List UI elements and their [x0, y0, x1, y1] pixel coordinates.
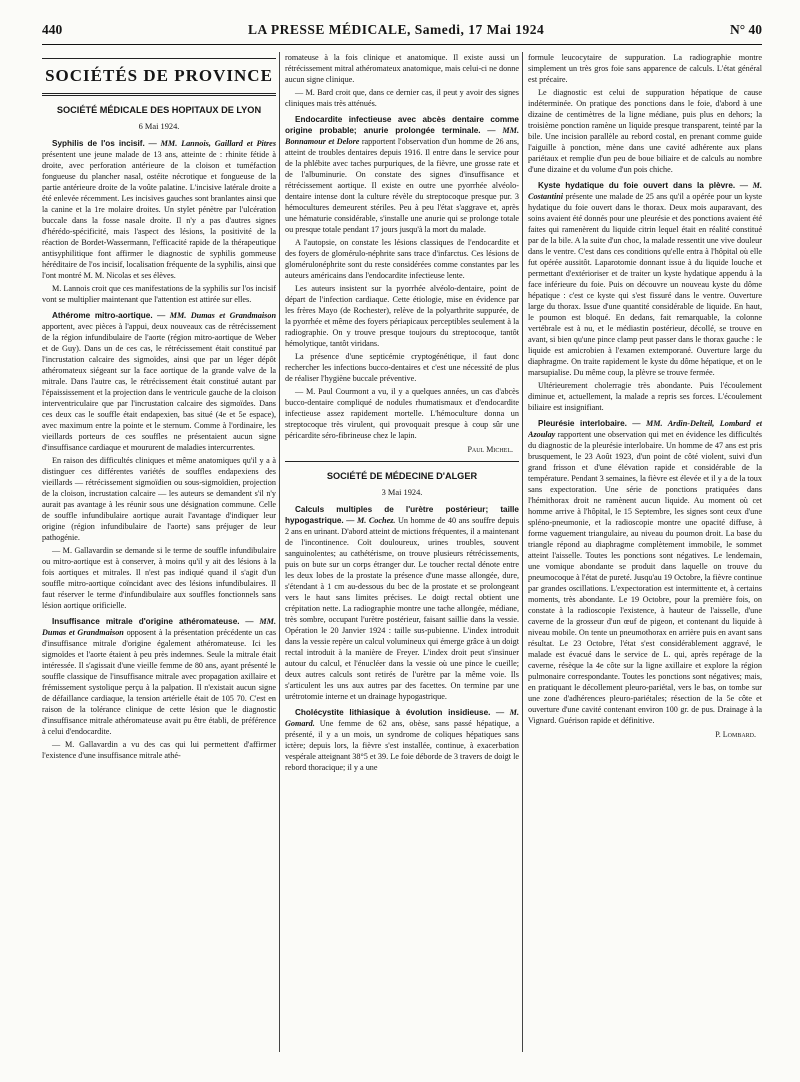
article: [42, 616, 276, 737]
article-paragraph: — M. Paul Courmont a vu, il y a quelques années, un cas d'abcès bucco-dentaire compliqué de nodules rhumatismaux et d'endocardite infectieuse assez rapidement mortelle. L'hémoculture donna un streptocoque très virulent, qui provoquait presque à coup sûr une péricardite séro-fibrineuse chez le lapin.: [285, 387, 519, 440]
article-title: Insuffisance mitrale d'origine athéromateuse.: [52, 617, 240, 626]
article-authors: — MM. Dumas et Grandmaison: [42, 617, 276, 637]
article: [285, 707, 519, 773]
article-title: Athérome mitro-aortique.: [52, 311, 153, 320]
article-title: Kyste hydatique du foie ouvert dans la plèvre.: [538, 181, 736, 190]
article-body: Un homme de 40 ans souffre depuis 2 ans en urinant. D'abord atteint de mictions fréquentes, il a maintenant de l'incontinence. Coït douloureux, urines troubles, souvent sanguinolentes; au cathétérisme, on trouve plusieurs rétrécissements, puis on bute sur un corps étranger dur. Le toucher rectal dénote entre les deux lobes de la prostate la présence d'une masse allongée, dure, s'étendant à 1 cm au-dessous du bec de la prostate et se prolongeant vers le haut sans limites précises. Le doigt rectal obtient une crépitation nette. La radiographie montre une tache allongée, médiane, très sombre, occupant l'urètre postérieur, faisant saillie dans la vessie. Opération le 20 Janvier 1924 : taille sus-pubienne. L'index introduit dans la vessie repère un calcul volumineux qui émerge grâce à un doigt rectal introduit à la manière de Freyer. L'index droit peut s'insinuer autour du calcul, et l'énucléer dans la vessie où une pince le cueille; deux autres calculs sont retirés de l'urètre par la même voie. Ils s'articulent les uns aux autres par des facettes. On termine par une urétrotomie interne et un drainage hypogastrique.: [285, 516, 519, 701]
article-authors: — M. Cochez.: [346, 516, 396, 525]
article: [42, 138, 276, 281]
article-body: Une femme de 62 ans, obèse, sans passé hépatique, a présenté, il y a un mois, un syndrome de coliques hépatiques sans ictère; depuis lors, la fièvre s'est installée, continue, à exacerbation vespérale atteignant 38°5 et 39. Le foie déborde de 3 travers de doigt le rebord thoracique; il y a une: [285, 719, 519, 772]
section-title: SOCIÉTÉS DE PROVINCE: [45, 66, 273, 85]
society-heading: SOCIÉTÉ DE MÉDECINE D'ALGER: [326, 471, 478, 481]
column-divider: [279, 52, 280, 1052]
article-authors: — MM. Ardin-Delteil, Lombard et Azoulay: [528, 419, 762, 439]
article-title: Cholécystite lithiasique à évolution insidieuse.: [295, 708, 491, 717]
article-paragraph: — M. Bard croit que, dans ce dernier cas, il peut y avoir des signes cliniques mais très atténués.: [285, 88, 519, 108]
article-authors: — MM. Bonnamour et Delore: [285, 126, 519, 146]
article-body: rapportent une observation qui met en évidence les difficultés du diagnostic de la pleurésie interlobaire. Un homme de 47 ans est pris brusquement, le 23 Août 1923, d'un point de côté violent, suivi d'un grand frisson et d'une élévation rapide et considérable de la température. Pendant 3 semaines, la fièvre est élevée et il y a de la toux sans expectoration. Une série de ponctions pratiquées dans l'hémithorax droit ne ramènent aucun liquide. Au moment où cet homme arrive à l'hôpital, le 15 Septembre, les signes sont ceux d'une spléno-pneumonie, et la radioscopie montre une opacité diffuse, à forme vaguement triangulaire, au niveau du poumon droit. La base du triangle répond au diaphragme complètement immobile, le sommet atteint l'aisselle. Toutes les ponctions sont négatives. Le lendemain, une vomique abondante se produit dans laquelle on trouve du pneumocoque à l'état de pureté. Jusqu'au 19 Octobre, la fièvre continue par grandes oscillations. L'expectoration est intermittente et, à certains moments, très abondante. Le 19 Octobre, pour la première fois, on constate à la radioscopie l'existence, à hauteur de l'aisselle, d'une caverne de la grosseur d'un œuf de pigeon, et contenant du liquide à niveau mobile. On tente un pneumothorax en arrière puis en avant sans résultat. Le 23 Octobre, l'état s'est considérablement aggravé, le malade est évacué dans le service de L. qui, après repérage de la caverne, résèque la 4e côte sur la ligne axillaire et explore la région pulmonaire correspondante. Toutes les ponctions sont négatives; mais, en pratiquant le décollement pleuro-pariétal, vers le bas, on tombe sur une zone d'adhérences pleuro-pariétales; résection de la 5e côte et ouverture d'une cavité contenant environ 100 gr. de pus. Drainage à la Vignard. Guérison rapide et définitive.: [528, 430, 762, 725]
header-rule: [42, 44, 762, 45]
article-paragraph: Les auteurs insistent sur la pyorrhée alvéolo-dentaire, point de départ de l'infection cardiaque. Cette étiologie, mise en évidence par les frères Mayo (de Rochester), relève de la polyarthrite suppurée, de la pyorrhée et même des foyers périapicaux perceptibles seulement à la radiographie. On y trouve presque toujours du streptocoque, tantôt hémolytique, tantôt viridans.: [285, 284, 519, 348]
article-title: Syphilis de l'os incisif.: [52, 139, 145, 148]
article-paragraph: La présence d'une septicémie cryptogénétique, il faut donc rechercher les infections bucco-dentaires et c'est une nécessité de plus de réaliser l'hygiène buccale préventive.: [285, 352, 519, 383]
column-3: [528, 52, 762, 1067]
column-1: [42, 52, 276, 1067]
section-rule: [42, 58, 276, 59]
journal-title: LA PRESSE MÉDICALE, Samedi, 17 Mai 1924: [247, 22, 545, 37]
article: [42, 310, 276, 453]
article-body: opposent à la présentation précédente un cas d'insuffisance mitrale d'origine également athéromateuse. Ici les sigmoïdes et l'aorte étaient à peu près indemnes. Seule la mitrale était intéressée. Il s'agissait d'une vieille femme de 80 ans, ayant présenté le souffle classique de l'insuffisance mitrale avec propagation axillaire et frémissement systolique perçu à la palpation. Il n'existait aucun signe de défaillance cardiaque, la tension artérielle était de 105 70. C'est en raison de la tolérance clinique de cette lésion que le diagnostic d'insuffisance mitrale athéromateuse avait pu être établi, de préférence à celui d'endocardite.: [42, 628, 276, 736]
meeting-date: 3 Mai 1924.: [381, 488, 423, 497]
article-paragraph: M. Lannois croit que ces manifestations de la syphilis sur l'os incisif vont se multiplier maintenant que l'attention est attirée sur elles.: [42, 284, 276, 304]
society-heading: SOCIÉTÉ MÉDICALE DES HOPITAUX DE LYON: [56, 105, 262, 115]
article-paragraph: En raison des difficultés cliniques et même anatomiques qu'il y a à distinguer ces différentes variétés de souffles endapexiens des vieillards — rétrécissement sigmoïdien ou sous-sigmoïdien, projection de la cloison, incrustation calcaire — les auteurs se demandent s'il n'y aurait pas avantage à les réunir sous une désignation commune. Celle de souffle infundibulaire aortique aurait l'avantage d'indiquer leur origine (région infundibulaire de l'aorte) sans préjuger de leur pathogénie.: [42, 456, 276, 542]
article-body: apportent, avec pièces à l'appui, deux nouveaux cas de rétrécissement de la région infundibulaire de l'aorte (région mitro-aortique de Weber et de Guy). Dans un de ces cas, le rétrécissement était constitué par l'incrustation calcaire des sigmoïdes, ainsi que par un léger dépôt athéromateux siégeant sur la face aortique de la grande valve de la mitrale. Dans l'autre cas, le rétrécissement était constitué autant par l'épaississement et la projection dans le ventricule gauche de la cloison interventriculaire que par l'incrustation calcaire des sigmoïdes. Dans ces deux cas le souffle était endapexien, bas situé (4e et 5e espace), avec maximum entre la pointe et le sternum. Comme à l'ordinaire, les vieillards porteurs de ces souffles ne présentaient aucun signe d'insuffisance cardiaque et moururent de maladies intercurrentes.: [42, 322, 276, 452]
article-authors: — MM. Lannois, Gaillard et Pitres: [148, 139, 276, 148]
page-header: [42, 22, 762, 44]
article-authors: — M. Gomard.: [285, 708, 519, 728]
article-title: Calculs multiples de l'urètre postérieur; taille hypogastrique.: [285, 505, 519, 525]
article-paragraph: — M. Gallavardin se demande si le terme de souffle infundibulaire ou mitro-aortique est à conserver, à moins qu'il y ait des lésions à la fois aortiques et mitrales. Il n'est pas indiqué quand il s'agit d'un souffle mitro-aortique coïncidant avec des lésions infundibulaires. Il faut réserver le terme d'infundibulaire aux souffles fonctionnels sans lésion aortique orificielle.: [42, 546, 276, 610]
section-rule: [42, 93, 276, 96]
article-body: présentent une jeune malade de 13 ans, atteinte de : rhinite fétide à droite, avec perforation antérieure de la cloison et tuméfaction fongueuse du plancher nasal, ostéite nécrotique et fongueuse de la partie antérieure droite de la voûte palatine. L'incisive latérale droite a été enlevée récemment. Les incisives gauches sont branlantes ainsi que la canine et la 1re molaire droites. Un stylet pénètre par l'ulcération buccale dans la fosse nasale droite. Il n'y a pas d'autres signes d'hérédo-spécificité, mais l'aspect des lésions, la positivité de la réaction de Bordet-Wassermann, l'efficacité rapide de la thérapeutique antisyphilitique font affirmer le diagnostic de syphilis gommeuse héréditaire de l'os incisif, localisation fréquente de la syphilis, ainsi que l'ont montré M. M. Nicolas et ses élèves.: [42, 150, 276, 280]
column-divider: [522, 52, 523, 1052]
meeting-date: 6 Mai 1924.: [138, 122, 180, 131]
article-authors: — M. Costantini: [528, 181, 762, 201]
page-number: 440: [42, 22, 63, 37]
column-2: [285, 52, 519, 1067]
article-body: présente une malade de 25 ans qu'il a opérée pour un kyste hydatique du foie ouvert dans le thorax. Deux mois auparavant, des soins avaient été donnés pour une pleurésie et des ponctions avaient été faites qui ramenèrent du liquide citrin lequel était en réalité constitué par de la bile. A la suite d'un choc, la malade ressentit une vive douleur dans le ventre. C'est dans ces conditions qu'elle entra à l'hôpital où elle fut opérée aussitôt. Laparotomie donnant issue à du liquide louche et permettant d'extérioriser et de traiter un kyste hydatique appendu à la face inférieure du foie. Puis on découvre un nouveau kyste du dôme hépatique : c'est ce kyste qui s'est fissuré dans le ventre. Ouverture large du thorax. Issue d'une quantité considérable de liquide. En haut, le poumon est bloqué. En dedans, fait remarquable, la colonne vertébrale est à nu, et le médiastin postérieur, décollé, se trouve en avant, si bien qu'une pince clamp peut passer dans le thorax gauche : le liquide est amicrobien à l'examen extemporané. Ouverture large du diaphragme. On traite rapidement le kyste du dôme hépatique, et on le marsupialise. Du même coup, la plèvre se trouve fermée.: [528, 192, 762, 377]
signature: Paul Michel.: [467, 445, 513, 454]
article-title: Endocardite infectieuse avec abcès dentaire comme origine probable; anurie prolongée terminale.: [285, 115, 519, 135]
article-paragraph: Le diagnostic est celui de suppuration hépatique de cause indéterminée. On pratique des ponctions dans le foie, d'abord à une dizaine de centimètres de la ligne médiane, puis plus en dehors; la troisième ponction ramène un liquide presque transparent, teinté par la bile. Une incision parallèle au rebord costal, en prenant comme guide l'aiguille à ponction, mène dans une cavité adhérente aux plans pariétaux et remplie d'un peu de boue biliaire et de calculs au nombre d'une dizaine et du volume d'un pois chiche.: [528, 88, 762, 174]
article-authors: — MM. Dumas et Grandmaison: [157, 311, 276, 320]
issue-number: N° 40: [729, 22, 762, 37]
continued-paragraph: formule leucocytaire de suppuration. La radiographie montre simplement un très gros foie sans apparence de calculs. L'état général est précaire.: [528, 53, 762, 84]
article-body: rapportent l'observation d'un homme de 26 ans, atteint de troubles dentaires depuis 1916. Il entre dans le service pour de la phlébite avec taches purpuriques, de la fièvre, une grosse rate et de l'albuminurie. On constate des signes d'insuffisance et rétrécissement aortique. Il existe en outre une pyorrhée alvéolo-dentaire intense dont la culture révèle du streptocoque presque pur. 3 hémocultures demeurent stériles. Peu à peu l'état s'aggrave et, après une hématurie considérable, s'installe une anurie qui se prolonge totale ou presque totale pendant 17 jours jusqu'à la mort du malade.: [285, 137, 519, 234]
article: [528, 418, 762, 726]
article-paragraph: A l'autopsie, on constate les lésions classiques de l'endocardite et des foyers de glomérulo-néphrite sans trace d'infarctus. Ces lésions de glomérulonéphrite sont du reste considérées comme constantes par les auteurs américains dans l'endocardite infectieuse lente.: [285, 238, 519, 280]
article: [285, 114, 519, 235]
article: [285, 504, 519, 702]
article: [528, 180, 762, 378]
signature: P. Lombard.: [715, 730, 756, 739]
section-rule: [285, 461, 519, 462]
article-title: Pleurésie interlobaire.: [538, 419, 627, 428]
article-paragraph: — M. Gallavardin a vu des cas qui lui permettent d'affirmer l'existence d'une insuffisance mitrale athé-: [42, 740, 276, 760]
article-paragraph: Ultérieurement cholerragie très abondante. Puis l'écoulement diminue et, actuellement, la malade a repris ses forces. L'écoulement biliaire est insignifiant.: [528, 381, 762, 412]
continued-paragraph: romateuse à la fois clinique et anatomique. Il existe aussi un rétrécissement mitral athéromateux anatomique, mais celui-ci ne donne aucun signe clinique.: [285, 53, 519, 84]
